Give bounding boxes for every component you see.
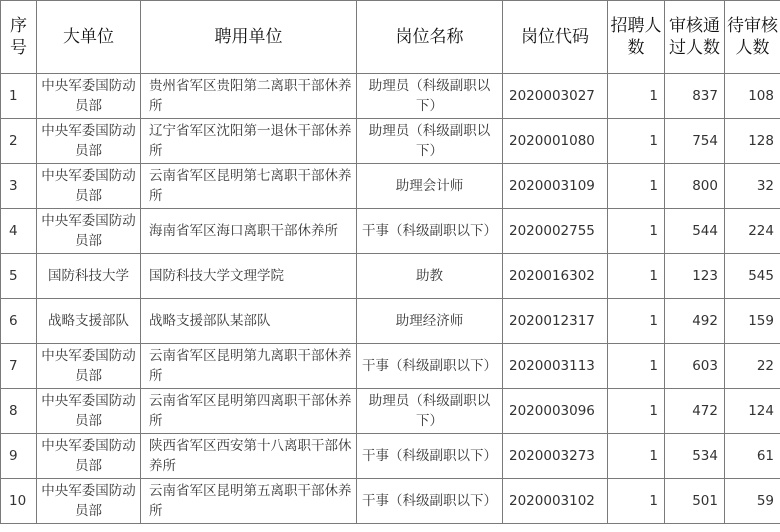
row-pending-count: 128	[725, 119, 780, 164]
row-recruit-count: 1	[608, 164, 665, 209]
row-approved-count: 603	[665, 344, 725, 389]
header-employer: 聘用单位	[141, 1, 357, 74]
row-major-unit: 中央军委国防动员部	[37, 209, 141, 254]
row-approved-count: 534	[665, 434, 725, 479]
row-recruit-count: 1	[608, 389, 665, 434]
row-approved-count: 544	[665, 209, 725, 254]
row-position-name: 助理经济师	[357, 299, 503, 344]
row-pending-count: 545	[725, 254, 780, 299]
row-major-unit: 中央军委国防动员部	[37, 344, 141, 389]
row-index: 1	[1, 74, 37, 119]
row-major-unit: 中央军委国防动员部	[37, 389, 141, 434]
table-row	[1, 164, 780, 209]
row-major-unit: 国防科技大学	[37, 254, 141, 299]
row-position-name: 干事（科级副职以下）	[357, 479, 503, 524]
row-recruit-count: 1	[608, 299, 665, 344]
row-position-name: 干事（科级副职以下）	[357, 434, 503, 479]
row-approved-count: 754	[665, 119, 725, 164]
row-position-name: 干事（科级副职以下）	[357, 209, 503, 254]
header-approved-count: 审核通过人数	[665, 1, 725, 74]
table-row	[1, 479, 780, 524]
row-approved-count: 501	[665, 479, 725, 524]
table-row	[1, 299, 780, 344]
row-recruit-count: 1	[608, 119, 665, 164]
table-body	[1, 74, 780, 524]
row-recruit-count: 1	[608, 344, 665, 389]
row-index: 9	[1, 434, 37, 479]
row-position-name: 干事（科级副职以下）	[357, 344, 503, 389]
row-employer: 国防科技大学文理学院	[141, 254, 357, 299]
row-pending-count: 159	[725, 299, 780, 344]
row-index: 3	[1, 164, 37, 209]
table-row	[1, 74, 780, 119]
row-pending-count: 61	[725, 434, 780, 479]
row-position-code: 2020012317	[503, 299, 608, 344]
row-index: 10	[1, 479, 37, 524]
row-position-code: 2020003273	[503, 434, 608, 479]
table-row	[1, 434, 780, 479]
row-recruit-count: 1	[608, 434, 665, 479]
table-row	[1, 119, 780, 164]
row-major-unit: 中央军委国防动员部	[37, 74, 141, 119]
table-row	[1, 254, 780, 299]
row-recruit-count: 1	[608, 74, 665, 119]
row-recruit-count: 1	[608, 254, 665, 299]
row-employer: 云南省军区昆明第五离职干部休养所	[141, 479, 357, 524]
row-approved-count: 800	[665, 164, 725, 209]
row-employer: 云南省军区昆明第七离职干部休养所	[141, 164, 357, 209]
row-index: 2	[1, 119, 37, 164]
row-employer: 海南省军区海口离职干部休养所	[141, 209, 357, 254]
row-pending-count: 108	[725, 74, 780, 119]
header-index: 序号	[1, 1, 37, 74]
row-position-code: 2020003096	[503, 389, 608, 434]
row-index: 4	[1, 209, 37, 254]
header-recruit-count: 招聘人数	[608, 1, 665, 74]
row-position-code: 2020002755	[503, 209, 608, 254]
row-employer: 战略支援部队某部队	[141, 299, 357, 344]
header-position-code: 岗位代码	[503, 1, 608, 74]
row-position-name: 助理员（科级副职以下）	[357, 74, 503, 119]
row-pending-count: 224	[725, 209, 780, 254]
row-index: 8	[1, 389, 37, 434]
row-index: 7	[1, 344, 37, 389]
row-recruit-count: 1	[608, 479, 665, 524]
row-position-name: 助理员（科级副职以下）	[357, 119, 503, 164]
row-index: 5	[1, 254, 37, 299]
row-employer: 陕西省军区西安第十八离职干部休养所	[141, 434, 357, 479]
row-position-code: 2020003027	[503, 74, 608, 119]
row-position-name: 助理员（科级副职以下）	[357, 389, 503, 434]
header-position-name: 岗位名称	[357, 1, 503, 74]
row-pending-count: 32	[725, 164, 780, 209]
row-approved-count: 837	[665, 74, 725, 119]
row-position-name: 助教	[357, 254, 503, 299]
row-employer: 云南省军区昆明第九离职干部休养所	[141, 344, 357, 389]
table-row	[1, 209, 780, 254]
row-major-unit: 中央军委国防动员部	[37, 434, 141, 479]
row-employer: 云南省军区昆明第四离职干部休养所	[141, 389, 357, 434]
row-approved-count: 123	[665, 254, 725, 299]
header-major-unit: 大单位	[37, 1, 141, 74]
row-approved-count: 492	[665, 299, 725, 344]
row-employer: 辽宁省军区沈阳第一退休干部休养所	[141, 119, 357, 164]
row-index: 6	[1, 299, 37, 344]
row-pending-count: 59	[725, 479, 780, 524]
row-major-unit: 战略支援部队	[37, 299, 141, 344]
row-recruit-count: 1	[608, 209, 665, 254]
header-pending-count: 待审核人数	[725, 1, 780, 74]
row-position-code: 2020003109	[503, 164, 608, 209]
row-major-unit: 中央军委国防动员部	[37, 479, 141, 524]
row-employer: 贵州省军区贵阳第二离职干部休养所	[141, 74, 357, 119]
table-row	[1, 389, 780, 434]
row-major-unit: 中央军委国防动员部	[37, 164, 141, 209]
row-position-code: 2020003102	[503, 479, 608, 524]
row-approved-count: 472	[665, 389, 725, 434]
table-header	[1, 1, 780, 74]
row-pending-count: 124	[725, 389, 780, 434]
row-position-name: 助理会计师	[357, 164, 503, 209]
row-position-code: 2020001080	[503, 119, 608, 164]
row-position-code: 2020016302	[503, 254, 608, 299]
row-position-code: 2020003113	[503, 344, 608, 389]
row-pending-count: 22	[725, 344, 780, 389]
row-major-unit: 中央军委国防动员部	[37, 119, 141, 164]
table-row	[1, 344, 780, 389]
